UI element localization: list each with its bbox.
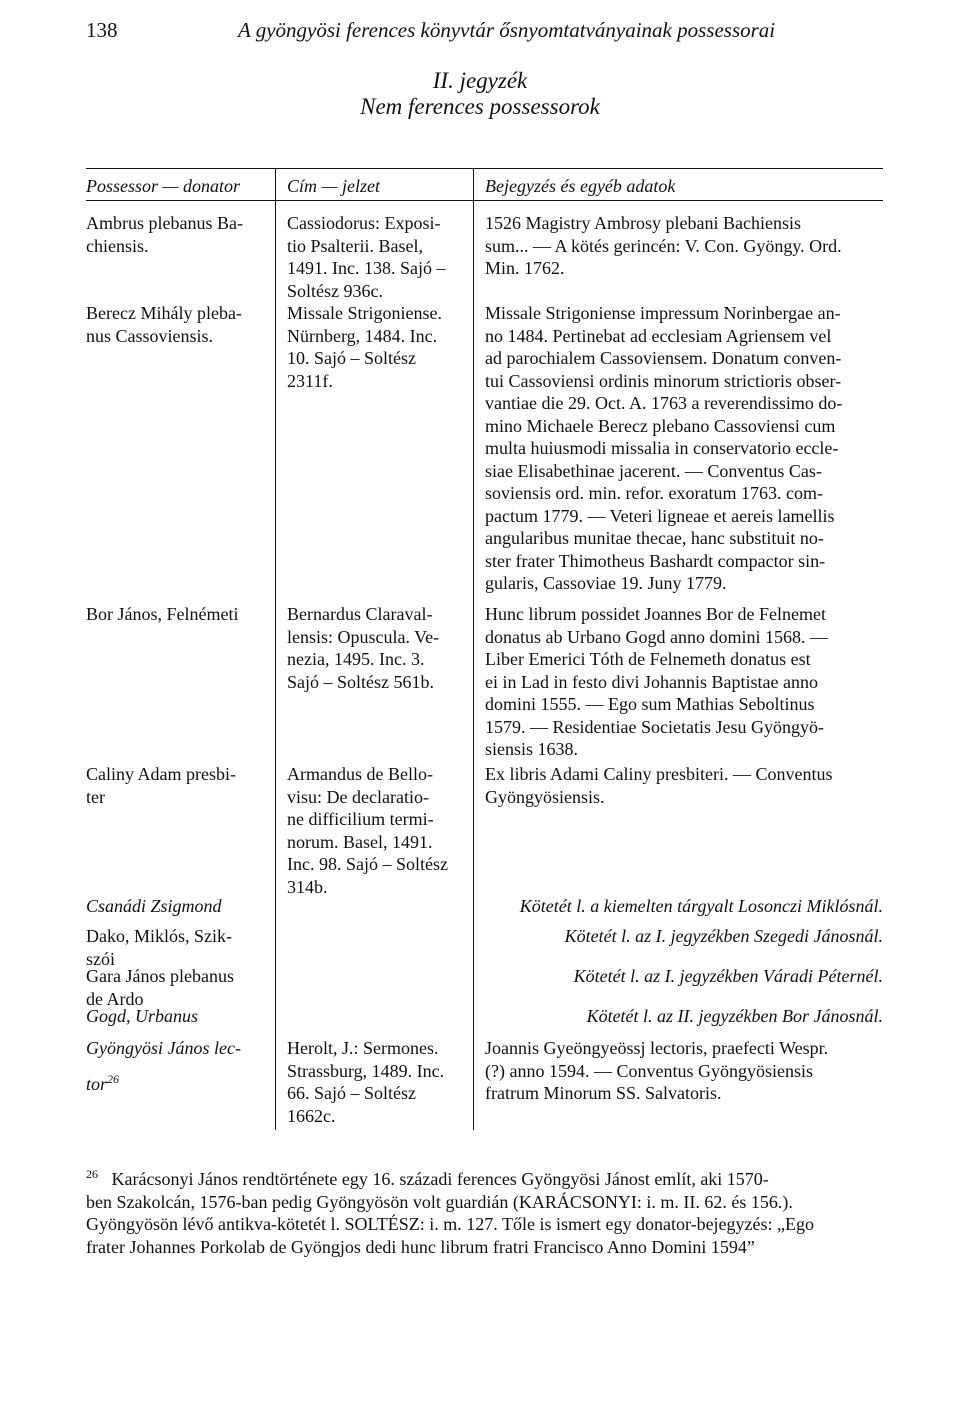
text-line: Ex libris Adami Caliny presbiteri. — Conventus — [485, 764, 833, 784]
text-line — [86, 1163, 883, 1191]
text-line: Cassiodorus: Exposi- — [287, 213, 441, 233]
text-line: Ambrus plebanus Ba- — [86, 213, 243, 233]
text-line: Kötetét l. az II. jegyzékben Bor Jánosnál. — [586, 1006, 883, 1026]
text-fragment: tor — [86, 1073, 108, 1094]
text-line: Soltész 936c. — [287, 280, 383, 301]
notes-cell — [485, 212, 883, 280]
notes-cell — [485, 1037, 883, 1105]
possessor-cell — [86, 965, 262, 1010]
notes-cell — [485, 302, 883, 595]
text-line: domini 1555. — Ego sum Mathias Seboltinus — [485, 694, 815, 714]
text-line: Min. 1762. — [485, 258, 565, 278]
possessor-cell — [86, 212, 262, 257]
notes-cell — [485, 763, 883, 808]
text-line: norum. Basel, 1491. — [287, 831, 433, 852]
text-line: Dako, Miklós, Szik- — [86, 926, 232, 946]
text-line: gularis, Cassoviae 19. Juny 1779. — [485, 573, 727, 593]
text-line: 1491. Inc. 138. Sajó – — [287, 258, 446, 278]
title-cell — [287, 763, 463, 898]
text-line: soviensis ord. min. refor. exoratum 1763. com- — [485, 483, 823, 503]
text-line: siensis 1638. — [485, 739, 579, 759]
text-line: Kötetét l. az I. jegyzékben Váradi Péternél. — [573, 966, 883, 986]
notes-cell — [485, 1005, 883, 1028]
text-line: frater Johannes Porkolab de Gyöngjos dedi hunc librum fratri Francisco Anno Domini 1594” — [86, 1236, 755, 1257]
running-title: A gyöngyösi ferences könyvtár ősnyomtatványainak possessorai — [238, 18, 776, 42]
text-line: ter — [86, 786, 105, 807]
text-line: Gyöngyösiensis. — [485, 786, 605, 807]
possessor-cell — [86, 302, 262, 347]
text-line: Caliny Adam presbi- — [86, 764, 236, 784]
title-cell — [287, 1037, 463, 1127]
notes-cell — [485, 965, 883, 988]
possessor-cell — [86, 1005, 262, 1028]
text-fragment: Karácsonyi János rendtörténete egy 16. századi ferences Gyöngyösi Jánost említ, aki 1570- — [111, 1169, 769, 1189]
section-heading: II. jegyzék — [432, 68, 528, 93]
text-line: 66. Sajó – Soltész — [287, 1083, 416, 1103]
text-line: ster frater Thimotheus Bashardt compactor sin- — [485, 550, 826, 571]
text-line: Missale Strigoniense. — [287, 303, 442, 323]
text-line: Csanádi Zsigmond — [86, 896, 222, 916]
notes-cell — [485, 895, 883, 918]
notes-cell — [485, 603, 883, 761]
text-line: pactum 1779. — Veteri ligneae et aereis lamellis — [485, 505, 835, 526]
text-line: 1526 Magistry Ambrosy plebani Bachiensis — [485, 213, 801, 233]
text-line: Kötetét l. a kiemelten tárgyalt Losonczi Miklósnál. — [519, 896, 883, 916]
title-cell — [287, 603, 463, 693]
text-line: ei in Lad in festo divi Johannis Baptistae anno — [485, 671, 818, 692]
text-line: Hunc librum possidet Joannes Bor de Felnemet — [485, 604, 826, 624]
text-line: 10. Sajó – Soltész — [287, 348, 416, 368]
text-line: Herolt, J.: Sermones. — [287, 1038, 439, 1058]
possessor-cell — [86, 925, 262, 970]
possessor-cell — [86, 603, 262, 626]
text-line: Strassburg, 1489. Inc. — [287, 1060, 445, 1081]
text-line: Gyöngyösi János lec- — [86, 1038, 241, 1058]
page-number: 138 — [86, 18, 118, 42]
header-notes: Bejegyzés és egyéb adatok — [485, 176, 676, 196]
text-line: ne difficilium termi- — [287, 809, 434, 829]
title-cell — [287, 302, 463, 392]
column-divider-2 — [473, 168, 474, 1130]
text-line: ad parochialem Cassoviensem. Donatum conven- — [485, 348, 842, 368]
text-line: donatus ab Urbano Gogd anno domini 1568. — — [485, 626, 828, 647]
text-line: 1579. — Residentiae Societatis Jesu Gyöngyö- — [485, 716, 824, 737]
text-line: mino Michaele Berecz plebano Cassoviensi cum — [485, 415, 836, 436]
text-line: nus Cassoviensis. — [86, 325, 214, 346]
text-line: Bernardus Claraval- — [287, 604, 433, 624]
footnote-mark: 26 — [86, 1167, 98, 1181]
text-line: tio Psalterii. Basel, — [287, 235, 423, 256]
possessor-cell — [86, 763, 262, 808]
title-cell — [287, 212, 463, 302]
text-line: tui Cassoviensi ordinis minorum strictioris obser- — [485, 370, 842, 391]
text-line: Missale Strigoniense impressum Norinbergae an- — [485, 303, 841, 323]
text-line: siae Elisabethinae jacerent. — Conventus Cas- — [485, 460, 822, 481]
text-line: chiensis. — [86, 235, 149, 256]
text-line: (?) anno 1594. — Conventus Gyöngyösiensis — [485, 1060, 813, 1081]
text-line: Kötetét l. az I. jegyzékben Szegedi Jánosnál. — [564, 926, 883, 946]
text-line: Gyöngyösön lévő antikva-kötetét l. SOLTÉSZ: i. m. 127. Tőle is ismert egy donator-bejegyzés: „Ego — [86, 1214, 815, 1234]
text-line: 314b. — [287, 876, 328, 897]
text-line: lensis: Opuscula. Ve- — [287, 626, 440, 647]
text-line: Gogd, Urbanus — [86, 1006, 199, 1026]
text-line: Gara János plebanus — [86, 966, 234, 986]
possessor-cell — [86, 1037, 262, 1095]
text-line: de Ardo — [86, 988, 144, 1009]
text-line: 2311f. — [287, 370, 333, 391]
text-line: multa huiusmodi missalia in conservatorio eccle- — [485, 438, 839, 458]
text-line: nezia, 1495. Inc. 3. — [287, 649, 425, 669]
possessor-cell — [86, 895, 262, 918]
text-line: Berecz Mihály pleba- — [86, 303, 242, 323]
text-line: ben Szakolcán, 1576-ban pedig Gyöngyösön volt guardián (KARÁCSONYI: i. m. II. 62. és 156.). — [86, 1191, 793, 1212]
text-line: Sajó – Soltész 561b. — [287, 671, 434, 692]
text-line: Bor János, Felnémeti — [86, 604, 239, 624]
text-line: Armandus de Bello- — [287, 764, 433, 784]
header-title: Cím — jelzet — [287, 176, 380, 196]
text-line: no 1484. Pertinebat ad ecclesiam Agriensem vel — [485, 325, 832, 346]
text-line: Liber Emerici Tóth de Felnemeth donatus est — [485, 649, 811, 669]
text-line: Inc. 98. Sajó – Soltész — [287, 854, 448, 874]
text-line: visu: De declaratio- — [287, 786, 429, 807]
text-line: angularibus munitae thecae, hanc substituit no- — [485, 528, 824, 548]
text-line — [86, 1068, 262, 1096]
text-line: vantiae die 29. Oct. A. 1763 a reverendissimo do- — [485, 393, 843, 413]
table-top-rule — [86, 168, 883, 169]
notes-cell — [485, 925, 883, 948]
text-line: szói — [86, 948, 115, 969]
text-line: fratrum Minorum SS. Salvatoris. — [485, 1083, 722, 1103]
footnote-ref: 26 — [107, 1071, 120, 1086]
table-header-rule — [86, 200, 883, 201]
text-line: 1662c. — [287, 1105, 336, 1126]
footnote — [86, 1163, 883, 1258]
text-line: Nürnberg, 1484. Inc. — [287, 325, 438, 346]
section-subheading: Nem ferences possessorok — [360, 94, 600, 119]
header-possessor: Possessor — donator — [86, 176, 241, 196]
text-line: Joannis Gyeöngyeössj lectoris, praefecti Wespr. — [485, 1038, 829, 1058]
column-divider-1 — [275, 168, 276, 1130]
text-line: sum... — A kötés gerincén: V. Con. Gyöngy. Ord. — [485, 235, 842, 256]
